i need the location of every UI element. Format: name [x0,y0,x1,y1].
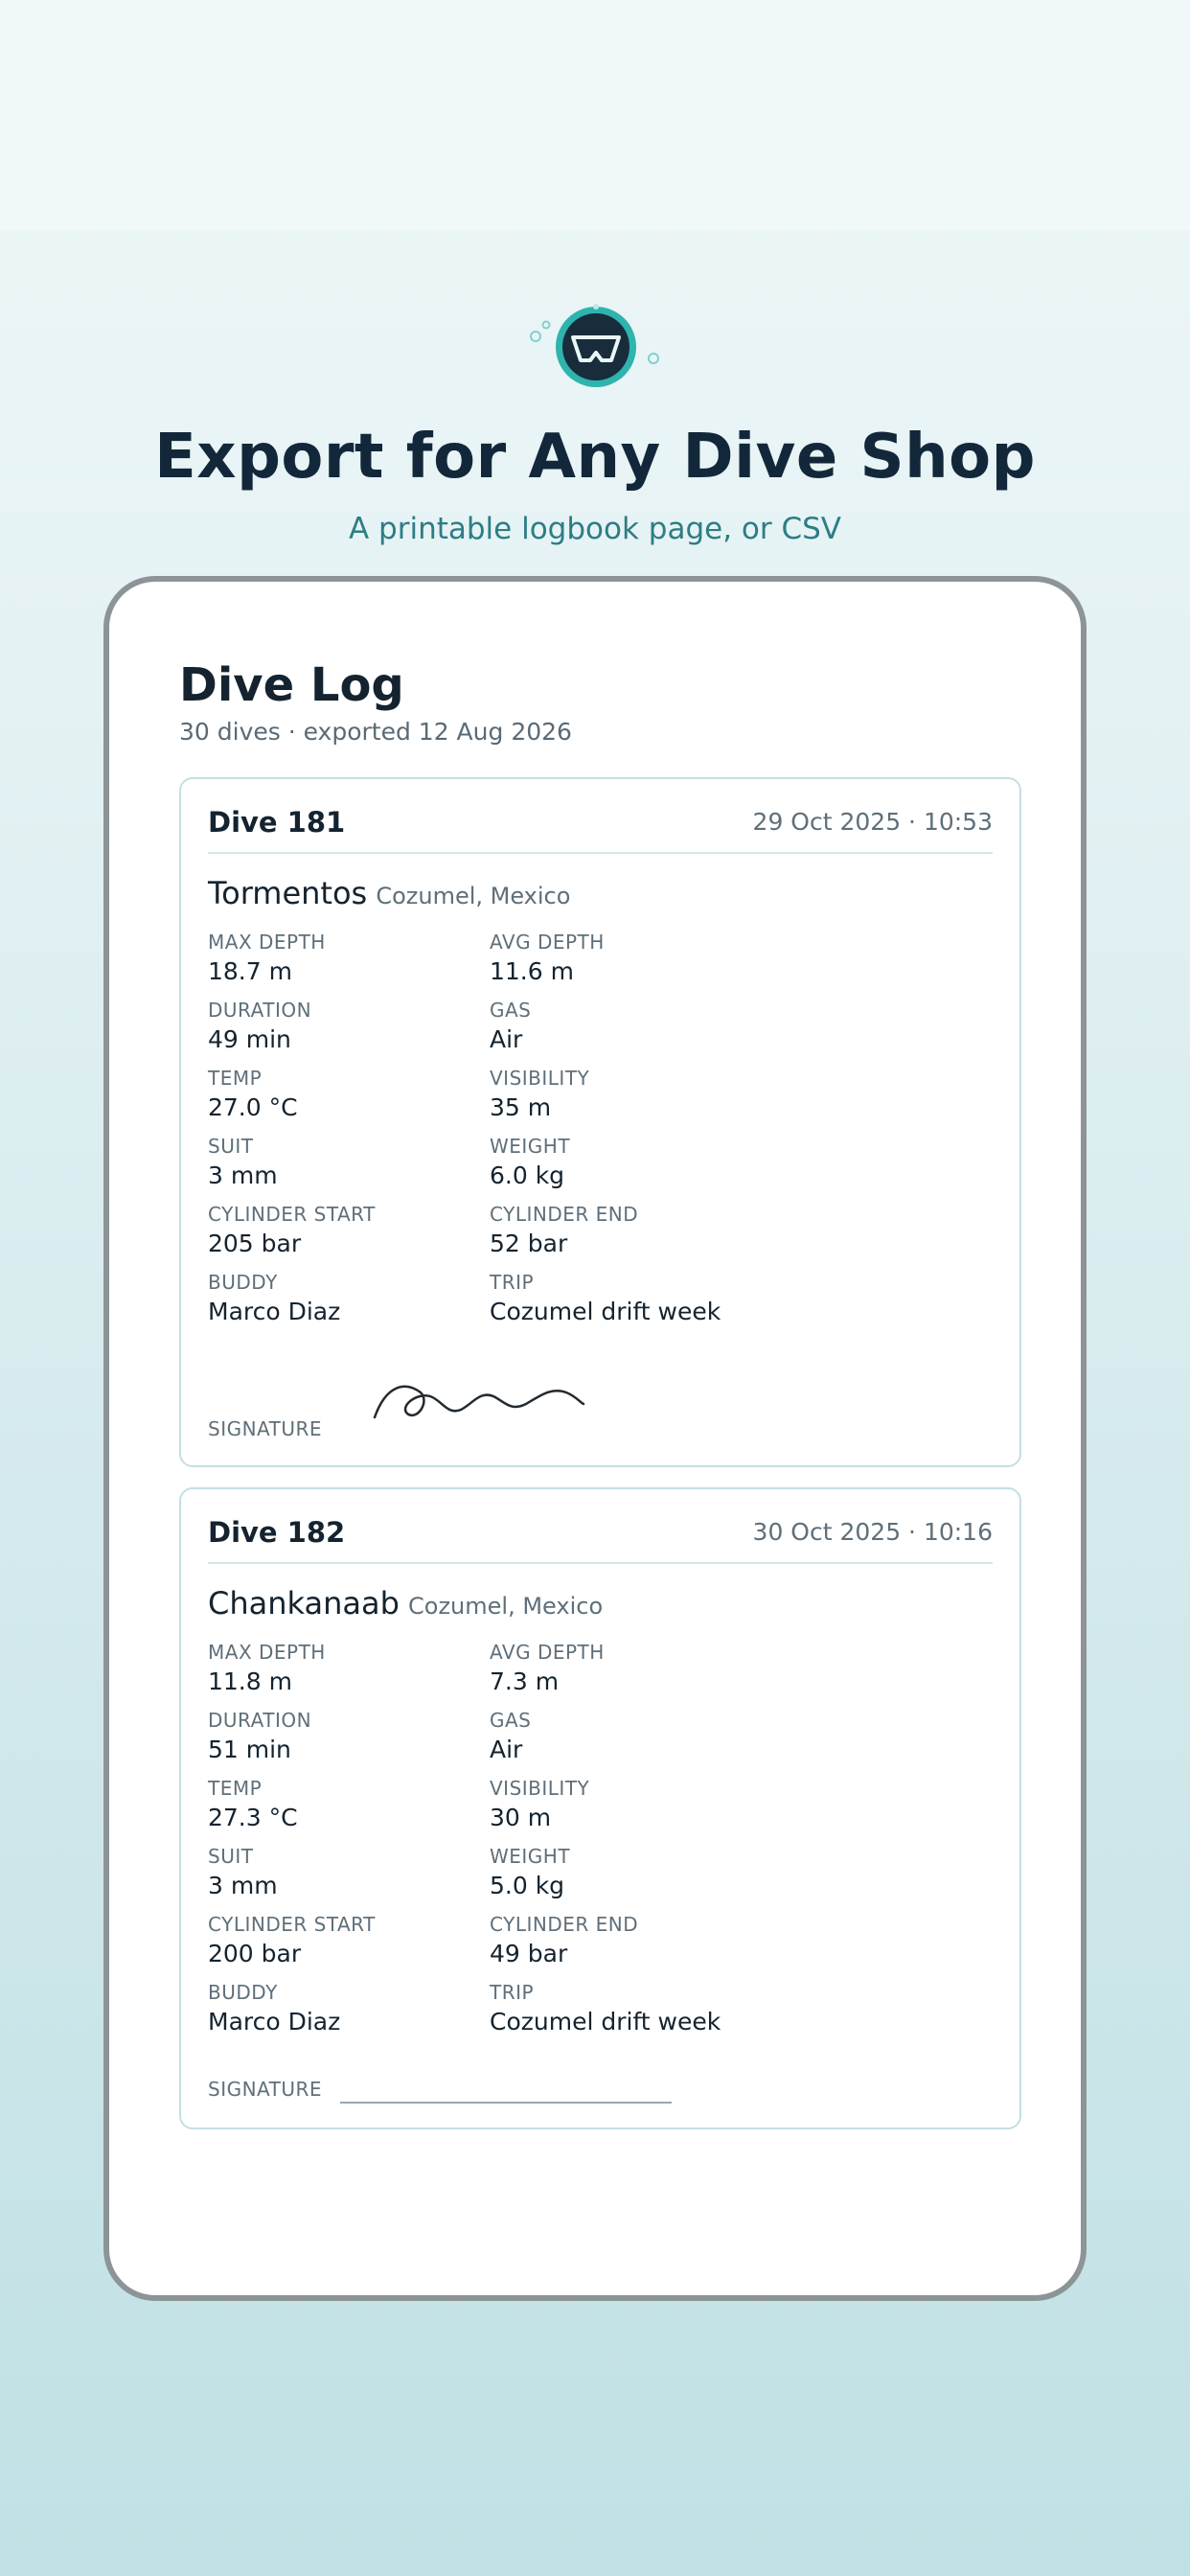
field-value: 200 bar [208,1940,302,1967]
field-value: 11.6 m [490,957,574,985]
field-buddy [208,1271,476,1325]
field-label: TEMP [208,1067,263,1090]
dive-card-header [208,1516,993,1564]
field-label: GAS [490,999,532,1022]
field-value: 35 m [490,1093,552,1121]
page-title: Export for Any Dive Shop [154,422,1036,493]
field-label: MAX DEPTH [208,1641,326,1664]
field-label: TRIP [490,1271,535,1294]
field-value: 18.7 m [208,957,292,985]
dive-site [208,875,570,911]
field-value: 27.3 °C [208,1804,298,1831]
field-duration [208,1709,476,1763]
field-label: GAS [490,1709,532,1732]
field-label: AVG DEPTH [490,931,605,954]
signature-scribble [373,1371,593,1429]
field-label: WEIGHT [490,1845,571,1868]
field-weight [490,1135,758,1189]
field-value: Air [490,1025,523,1053]
field-value: Air [490,1736,523,1763]
phone-frame [103,576,1087,2301]
field-value: 52 bar [490,1230,568,1257]
dive-number: Dive 182 [208,1516,346,1549]
field-temp [208,1777,476,1831]
field-label: CYLINDER START [208,1203,376,1226]
field-value: 30 m [490,1804,552,1831]
field-value: Marco Diaz [208,2008,341,2036]
field-max-depth [208,1641,476,1695]
field-label: BUDDY [208,1981,278,2004]
field-label: AVG DEPTH [490,1641,605,1664]
field-value: 3 mm [208,1872,278,1899]
field-cylinder-end [490,1913,758,1967]
site-name: Tormentos [208,875,368,911]
log-title: Dive Log [179,658,404,712]
field-weight [490,1845,758,1899]
field-cylinder-end [490,1203,758,1257]
field-label: BUDDY [208,1271,278,1294]
field-label: DURATION [208,999,312,1022]
dive-mask-icon [525,297,665,393]
site-name: Chankanaab [208,1585,400,1622]
field-trip [490,1271,758,1325]
field-buddy [208,1981,476,2036]
field-duration [208,999,476,1053]
dive-datetime: 30 Oct 2025 · 10:16 [752,1518,993,1546]
field-label: TEMP [208,1777,263,1800]
field-suit [208,1845,476,1899]
field-value: Cozumel drift week [490,1298,721,1325]
field-value: 51 min [208,1736,291,1763]
field-label: TRIP [490,1981,535,2004]
field-label: SUIT [208,1845,254,1868]
signature-line[interactable] [340,2102,672,2104]
dive-card [179,777,1021,1467]
site-location: Cozumel, Mexico [376,883,571,909]
field-label: DURATION [208,1709,312,1732]
log-summary: 30 dives · exported 12 Aug 2026 [179,718,572,746]
field-value: 3 mm [208,1162,278,1189]
app-logo [525,297,665,393]
field-max-depth [208,931,476,985]
field-suit [208,1135,476,1189]
page-subtitle: A printable logbook page, or CSV [348,512,841,546]
field-trip [490,1981,758,2036]
field-label: MAX DEPTH [208,931,326,954]
field-value: 27.0 °C [208,1093,298,1121]
dive-number: Dive 181 [208,806,346,839]
signature-label: SIGNATURE [208,2078,323,2101]
field-temp [208,1067,476,1121]
field-label: CYLINDER END [490,1203,639,1226]
field-label: CYLINDER END [490,1913,639,1936]
field-gas [490,999,758,1053]
field-cylinder-start [208,1203,476,1257]
field-value: Cozumel drift week [490,2008,721,2036]
field-avg-depth [490,931,758,985]
field-gas [490,1709,758,1763]
field-value: 205 bar [208,1230,302,1257]
field-cylinder-start [208,1913,476,1967]
dive-card [179,1487,1021,2129]
field-value: 7.3 m [490,1668,560,1695]
field-visibility [490,1777,758,1831]
field-value: Marco Diaz [208,1298,341,1325]
field-value: 5.0 kg [490,1872,565,1899]
field-label: CYLINDER START [208,1913,376,1936]
field-label: VISIBILITY [490,1067,590,1090]
dive-datetime: 29 Oct 2025 · 10:53 [752,808,993,836]
field-visibility [490,1067,758,1121]
field-label: SUIT [208,1135,254,1158]
signature-label: SIGNATURE [208,1417,323,1440]
dive-card-header [208,806,993,854]
field-value: 49 bar [490,1940,568,1967]
top-band [0,0,1190,230]
field-avg-depth [490,1641,758,1695]
field-label: WEIGHT [490,1135,571,1158]
site-location: Cozumel, Mexico [408,1593,604,1620]
field-value: 49 min [208,1025,291,1053]
field-value: 11.8 m [208,1668,292,1695]
field-value: 6.0 kg [490,1162,565,1189]
field-label: VISIBILITY [490,1777,590,1800]
dive-site [208,1585,603,1622]
